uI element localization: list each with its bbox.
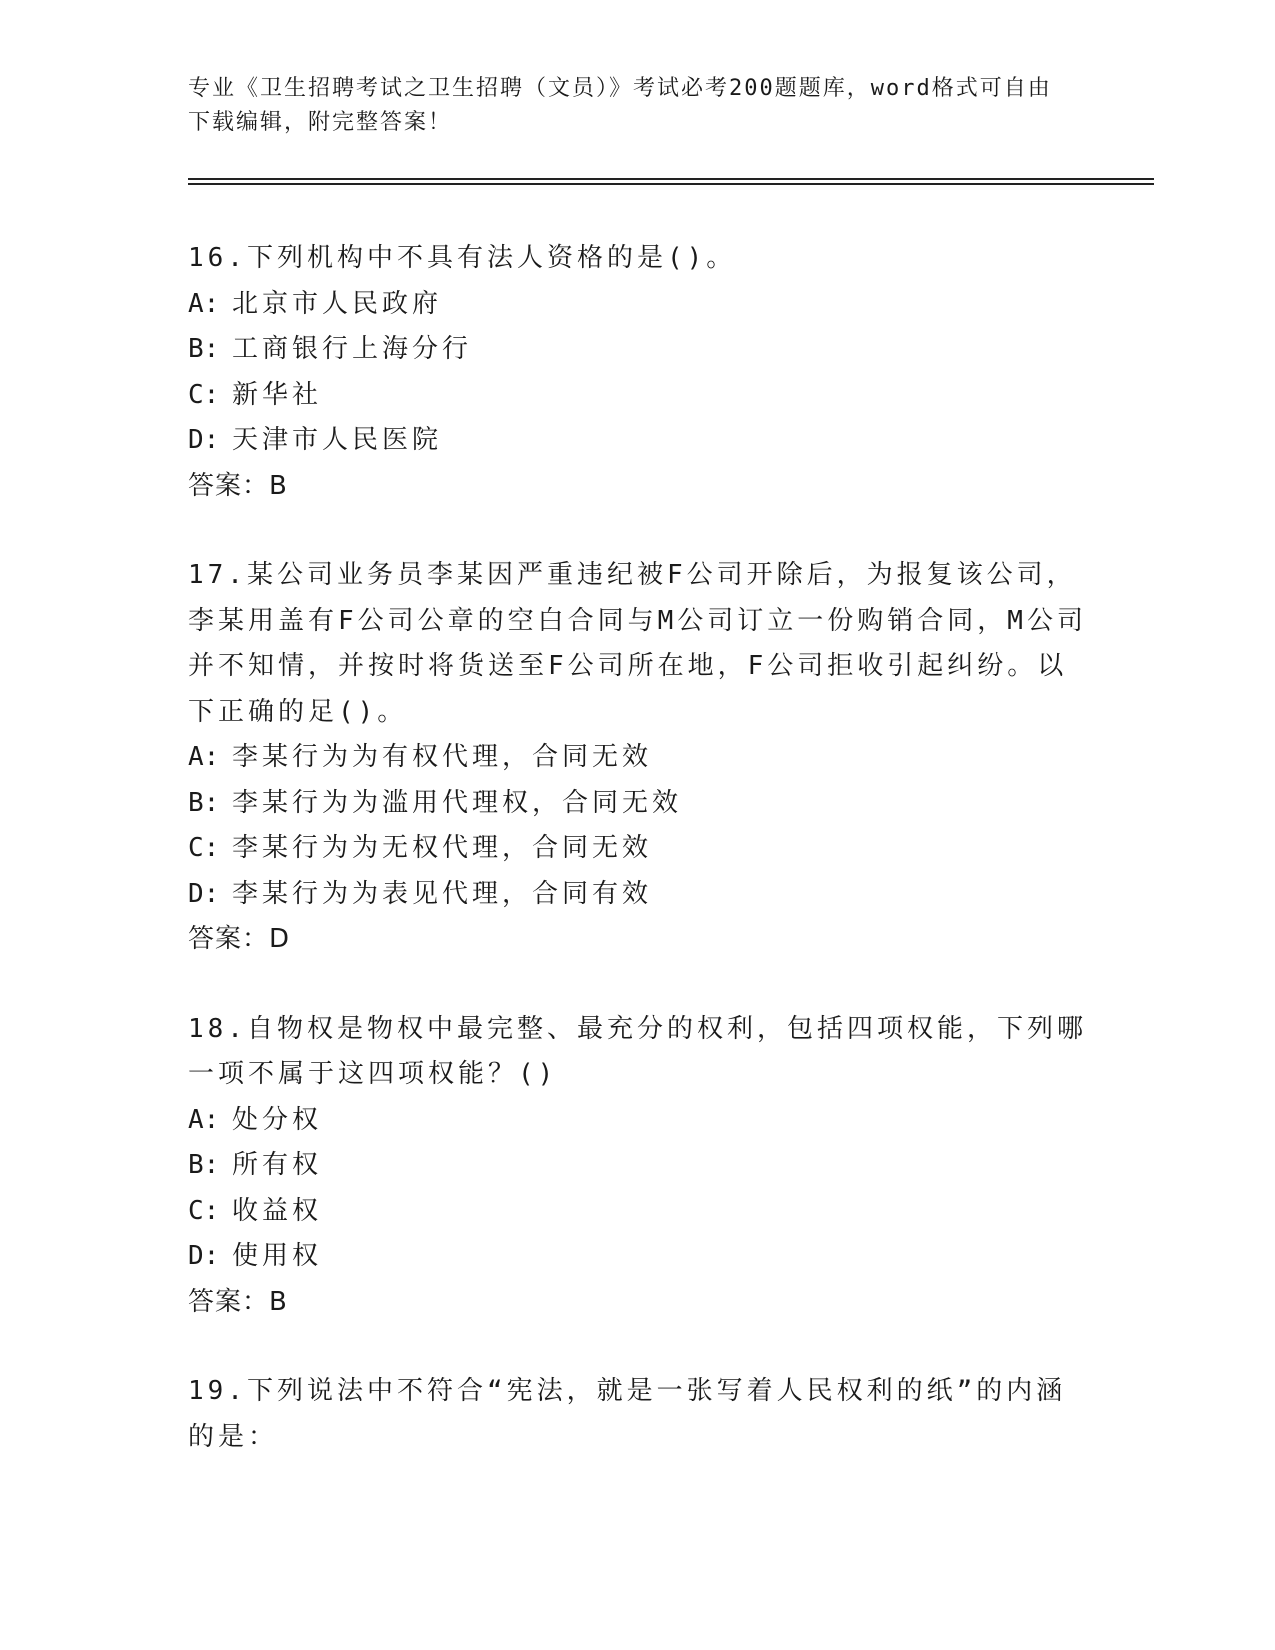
option-key: C:	[188, 1195, 220, 1226]
option-d	[188, 418, 1088, 464]
option-key: D:	[188, 425, 220, 455]
option-text: 收益权	[232, 1195, 323, 1226]
option-key: A:	[188, 288, 220, 319]
question-stem: 19.下列说法中不符合“宪法，就是一张写着人民权利的纸”的内涵的是：	[188, 1376, 1067, 1452]
option-key: D:	[188, 878, 220, 909]
option-key: C:	[188, 379, 220, 410]
option-key: D:	[188, 1241, 220, 1271]
document-header	[188, 72, 1068, 140]
option-c	[188, 826, 1088, 872]
option-key: B:	[188, 334, 220, 364]
option-d	[188, 872, 1088, 918]
option-list	[188, 282, 1088, 464]
answer-line: 答案：D	[188, 924, 291, 954]
question-18	[188, 1007, 1088, 1326]
option-list	[188, 1098, 1088, 1280]
header-divider-top	[188, 178, 1154, 180]
question-19	[188, 1369, 1088, 1460]
option-key: A:	[188, 1104, 220, 1135]
option-a	[188, 1098, 1088, 1144]
option-key: C:	[188, 833, 220, 863]
option-key: B:	[188, 787, 220, 818]
option-key: B:	[188, 1150, 220, 1180]
option-text: 李某行为为无权代理，合同无效	[232, 833, 653, 863]
option-a	[188, 282, 1088, 328]
question-list	[188, 236, 1088, 1504]
option-text: 工商银行上海分行	[232, 334, 473, 364]
option-c	[188, 1189, 1088, 1235]
option-text: 北京市人民政府	[232, 288, 443, 319]
option-key: A:	[188, 742, 220, 772]
header-text: 专业《卫生招聘考试之卫生招聘（文员）》考试必考200题题库，word格式可自由下载编辑，附完整答案！	[188, 76, 1052, 135]
option-text: 使用权	[232, 1241, 323, 1271]
option-b	[188, 327, 1088, 373]
option-text: 所有权	[232, 1150, 323, 1180]
question-stem: 16.下列机构中不具有法人资格的是()。	[188, 243, 737, 273]
option-list	[188, 735, 1088, 917]
option-text: 天津市人民医院	[232, 425, 443, 455]
answer-line: 答案：B	[188, 470, 288, 501]
option-text: 处分权	[232, 1104, 323, 1135]
option-text: 新华社	[232, 379, 323, 410]
answer-line: 答案：B	[188, 1286, 288, 1317]
option-c	[188, 373, 1088, 419]
question-stem: 18.自物权是物权中最完整、最充分的权利，包括四项权能，下列哪一项不属于这四项权能？()	[188, 1013, 1087, 1089]
option-d	[188, 1234, 1088, 1280]
option-text: 李某行为为有权代理，合同无效	[232, 742, 653, 772]
question-17	[188, 553, 1088, 963]
option-text: 李某行为为滥用代理权，合同无效	[232, 787, 683, 818]
question-16	[188, 236, 1088, 509]
option-b	[188, 1143, 1088, 1189]
header-divider-bottom	[188, 183, 1154, 185]
option-b	[188, 781, 1088, 827]
question-stem: 17.某公司业务员李某因严重违纪被F公司开除后，为报复该公司，李某用盖有F公司公章的空白合同与M公司订立一份购销合同，M公司并不知情，并按时将货送至F公司所在地，F公司拒收引起纠纷。以下正确的足()。	[188, 560, 1087, 727]
option-a	[188, 735, 1088, 781]
option-text: 李某行为为表见代理，合同有效	[232, 878, 653, 909]
